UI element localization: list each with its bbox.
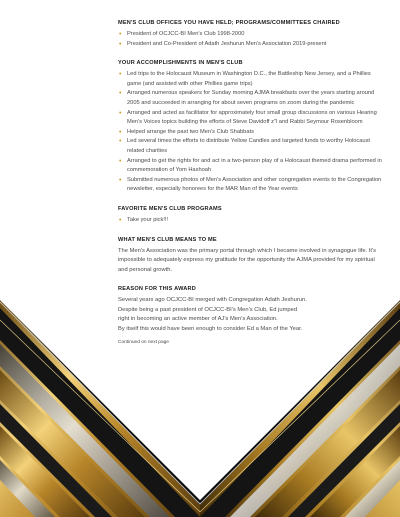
- list-item: • President and Co-President of Adath Jeshurun Men's Association 2019-present: [118, 40, 386, 50]
- list-item: • President of OCJCC-BI Men's Club 1998-2000: [118, 30, 386, 40]
- list-item: • Led several times the efforts to distribute Yellow Candles and targeted funds to worthy Holocaust related charities: [118, 137, 386, 156]
- reason-line: Several years ago OCJCC-BI merged with Congregation Adath Jeshurun.: [118, 297, 307, 304]
- list-item: • Helped arrange the past two Men's Club Shabbats: [118, 128, 386, 138]
- reason-line: By itself this would have been enough to consider Ed a Man of the Year.: [118, 326, 303, 333]
- reason-text: [118, 296, 386, 334]
- offices-list: [118, 30, 386, 49]
- document-content: [118, 20, 386, 356]
- list-item: • Arranged and acted as facilitator for approximately four small group discussions on various Hearing Men's Voices topics building the efforts of Steve Davidoff z"l and Rabbi Seymour Rosenbloom: [118, 109, 386, 128]
- list-item: • Take your pick!!!: [118, 216, 386, 226]
- reason-section: [118, 286, 386, 344]
- list-item: • Submitted numerous photos of Men's Association and other congregation events to the Congregation newsletter, especially honorees for the MAR Man of the Year events: [118, 176, 386, 195]
- list-item: • Arranged to get the rights for and act in a two-person play of a Holocaust themed drama performed in commemoration of Yom Hashoah: [118, 157, 386, 176]
- reason-line: Despite being a past president of OCJCC-BI's Men's Club, Ed jumped: [118, 306, 298, 313]
- favorite-programs-section: [118, 206, 386, 226]
- reason-heading: REASON FOR THIS AWARD: [118, 286, 196, 293]
- offices-heading: MEN'S CLUB OFFICES YOU HAVE HELD; PROGRAMS/COMMITTEES CHAIRED: [118, 20, 340, 26]
- list-item: • Led trips to the Holocaust Museum in Washington D.C., the Battleship New Jersey, and a Phillies game (and assisted with other Phillies game trips): [118, 70, 386, 89]
- accomplishments-heading: YOUR ACCOMPLISHMENTS IN MEN'S CLUB: [118, 60, 243, 67]
- accomplishments-list: [118, 70, 386, 195]
- favorite-programs-heading: FAVORITE MEN'S CLUB PROGRAMS: [118, 205, 222, 212]
- list-item: • Arranged numerous speakers for Sunday morning AJMA breakfasts over the years starting around 2005 and succeeded in arranging for about seven programs on zoom during the pandemic: [118, 89, 386, 108]
- continued-note: Continued on next page: [118, 339, 169, 345]
- reason-line: right in becoming an active member of AJ's Men's Association.: [118, 316, 278, 323]
- means-heading: WHAT MEN'S CLUB MEANS TO ME: [118, 236, 217, 243]
- offices-section: [118, 20, 386, 49]
- accomplishments-section: [118, 60, 386, 195]
- means-text: The Men's Association was the primary portal through which I became involved in synagogue life. It's impossible to adequately express my gratitude for the opportunity the AJMA provided for my spiritual and personal growth.: [118, 247, 377, 273]
- means-section: [118, 237, 386, 276]
- favorite-programs-list: [118, 216, 386, 226]
